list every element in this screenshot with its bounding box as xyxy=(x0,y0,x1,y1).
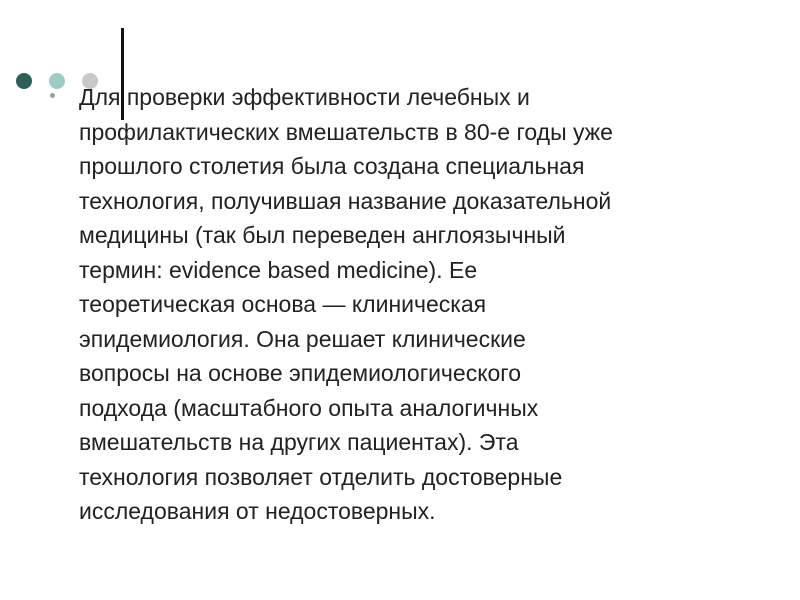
decorative-dot-dark-icon xyxy=(16,73,32,89)
bullet-dot-icon xyxy=(50,93,55,98)
decorative-dot-teal-icon xyxy=(49,73,65,89)
slide-body-text: Для проверки эффективности лечебных и профилактических вмешательств в 80-е годы уже прошлого столетия была создана специальная технология, получившая название доказательной медицины (так был переведен англоязычный термин: evidence based medicine). Ее теоретическая основа — клиническая эпидемиология. Она решает клинические вопросы на основе эпидемиологического подхода (масштабного опыта аналогичных вмешательств на других пациентах). Эта технология позволяет отделить достоверные исследования от недостоверных. xyxy=(79,84,613,524)
